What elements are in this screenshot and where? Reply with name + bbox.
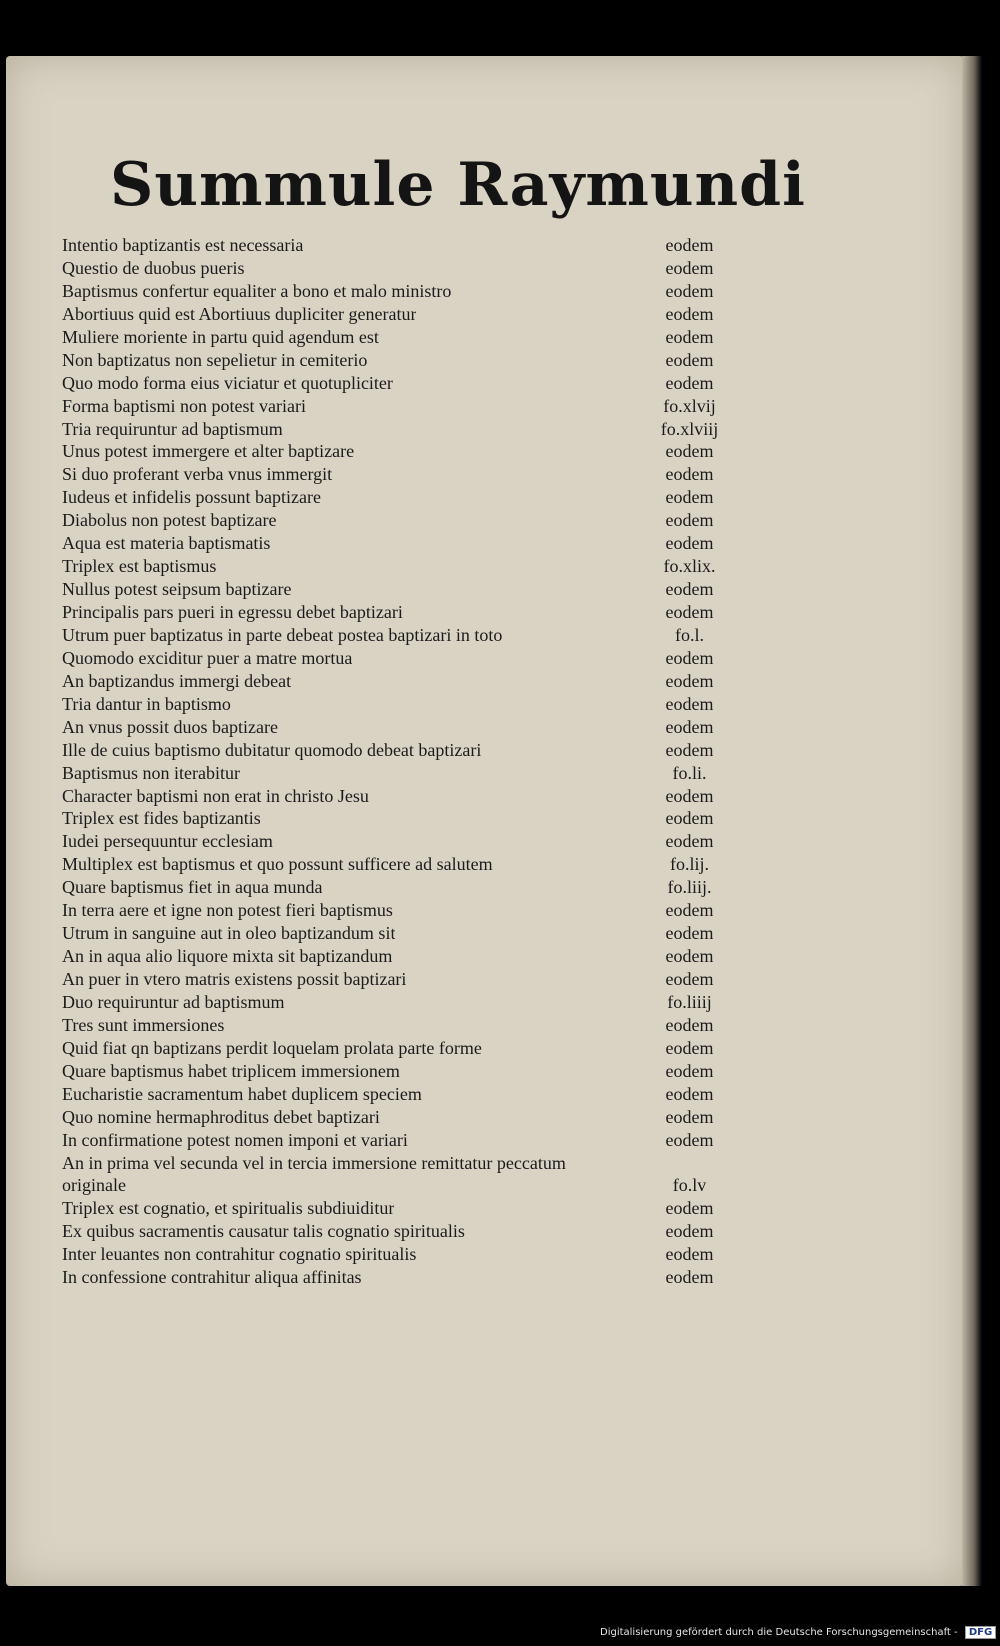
index-entry xyxy=(62,440,732,463)
index-entry xyxy=(62,372,732,395)
entry-text: Tria requiruntur ad baptismum xyxy=(62,418,283,439)
entry-text: Unus potest immergere et alter baptizare xyxy=(62,441,355,462)
index-entry xyxy=(62,1243,732,1266)
entry-text: In terra aere et igne non potest fieri baptismus xyxy=(62,900,393,921)
index-list xyxy=(62,234,732,1289)
index-entry xyxy=(62,418,732,441)
entry-text: originale xyxy=(62,1175,126,1196)
entry-text: Intentio baptizantis est necessaria xyxy=(62,235,304,255)
index-entry xyxy=(62,716,732,739)
entry-folio-ref: eodem xyxy=(665,831,714,852)
entry-text: Quid fiat qn baptizans perdit loquelam prolata parte forme xyxy=(62,1037,482,1058)
index-entry xyxy=(62,670,732,693)
entry-text: Quomodo exciditur puer a matre mortua xyxy=(62,647,353,668)
entry-folio-ref: eodem xyxy=(665,1129,714,1150)
entry-folio-ref: eodem xyxy=(665,257,714,278)
entry-text: Baptismus confertur equaliter a bono et malo ministro xyxy=(62,280,452,301)
digitization-credit xyxy=(600,1626,996,1639)
index-entry xyxy=(62,1266,732,1289)
index-entry xyxy=(62,647,732,670)
index-entry xyxy=(62,899,732,922)
index-entry xyxy=(62,601,732,624)
entry-text: Character baptismi non erat in christo Jesu xyxy=(62,785,369,806)
entry-text: Triplex est baptismus xyxy=(62,556,217,577)
entry-folio-ref: eodem xyxy=(665,579,714,600)
entry-folio-ref: eodem xyxy=(665,1198,714,1219)
index-entry xyxy=(62,853,732,876)
index-entry xyxy=(62,991,732,1014)
entry-text: An vnus possit duos baptizare xyxy=(62,716,278,737)
credit-text: Digitalisierung gefördert durch die Deutsche Forschungsgemeinschaft - xyxy=(600,1627,958,1638)
entry-folio-ref: eodem xyxy=(665,349,714,370)
entry-folio-ref: fo.lij. xyxy=(670,854,709,875)
index-entry xyxy=(62,234,732,257)
entry-folio-ref: eodem xyxy=(665,739,714,760)
entry-text: An in aqua alio liquore mixta sit baptizandum xyxy=(62,946,393,967)
entry-folio-ref: fo.xlvij xyxy=(663,395,716,416)
entry-text: Diabolus non potest baptizare xyxy=(62,510,277,531)
entry-text: Quare baptismus habet triplicem immersionem xyxy=(62,1060,400,1081)
entry-folio-ref: eodem xyxy=(665,716,714,737)
index-entry xyxy=(62,303,732,326)
entry-text: Multiplex est baptismus et quo possunt sufficere ad salutem xyxy=(62,854,493,875)
index-entry xyxy=(62,486,732,509)
entry-folio-ref: eodem xyxy=(665,326,714,347)
entry-text: An baptizandus immergi debeat xyxy=(62,670,292,691)
entry-folio-ref: fo.xlix. xyxy=(663,556,716,577)
entry-text: Ex quibus sacramentis causatur talis cognatio spiritualis xyxy=(62,1221,465,1242)
index-entry xyxy=(62,739,732,762)
entry-folio-ref: fo.l. xyxy=(675,624,704,645)
entry-text: Quo nomine hermaphroditus debet baptizari xyxy=(62,1106,380,1127)
entry-text: Si duo proferant verba vnus immergit xyxy=(62,464,333,485)
index-entry xyxy=(62,1060,732,1083)
entry-text: An in prima vel secunda vel in tercia immersione remittatur peccatum xyxy=(62,1152,566,1173)
index-entry xyxy=(62,830,732,853)
index-entry xyxy=(62,1083,732,1106)
entry-folio-ref: fo.li. xyxy=(672,762,707,783)
entry-folio-ref: fo.lv xyxy=(672,1175,707,1196)
entry-folio-ref: eodem xyxy=(665,280,714,301)
entry-folio-ref: eodem xyxy=(665,464,714,485)
index-entry xyxy=(62,578,732,601)
entry-text: In confirmatione potest nomen imponi et variari xyxy=(62,1129,408,1150)
entry-folio-ref: eodem xyxy=(665,1060,714,1081)
entry-text: Aqua est materia baptismatis xyxy=(62,533,271,554)
entry-text: Eucharistie sacramentum habet duplicem speciem xyxy=(62,1083,422,1104)
entry-folio-ref: eodem xyxy=(665,923,714,944)
entry-text: Inter leuantes non contrahitur cognatio spiritualis xyxy=(62,1244,417,1265)
entry-folio-ref: eodem xyxy=(665,303,714,324)
index-entry xyxy=(62,257,732,280)
entry-folio-ref: eodem xyxy=(665,235,714,255)
page-heading: Summule Raymundi xyxy=(110,150,806,220)
entry-text: Duo requiruntur ad baptismum xyxy=(62,991,285,1012)
index-entry xyxy=(62,349,732,372)
index-entry xyxy=(62,463,732,486)
index-entry xyxy=(62,555,732,578)
entry-text: Baptismus non iterabitur xyxy=(62,762,240,783)
entry-text: Muliere moriente in partu quid agendum est xyxy=(62,326,379,347)
entry-folio-ref: eodem xyxy=(665,969,714,989)
entry-folio-ref: fo.liiij xyxy=(667,991,712,1012)
entry-folio-ref: eodem xyxy=(665,1106,714,1127)
index-entry xyxy=(62,532,732,555)
entry-text: An puer in vtero matris existens possit baptizari xyxy=(62,969,407,989)
entry-folio-ref: eodem xyxy=(665,1221,714,1242)
entry-folio-ref: eodem xyxy=(665,808,714,829)
index-entry xyxy=(62,509,732,532)
entry-text: Forma baptismi non potest variari xyxy=(62,395,306,416)
entry-folio-ref: eodem xyxy=(665,1267,714,1288)
entry-text: Iudeus et infidelis possunt baptizare xyxy=(62,487,321,508)
index-entry xyxy=(62,326,732,349)
index-entry xyxy=(62,1106,732,1129)
entry-folio-ref: eodem xyxy=(665,785,714,806)
index-entry xyxy=(62,693,732,716)
entry-text: In confessione contrahitur aliqua affinitas xyxy=(62,1267,362,1288)
entry-folio-ref: eodem xyxy=(665,533,714,554)
index-entry xyxy=(62,1220,732,1243)
index-entry xyxy=(62,1152,732,1175)
page-edge xyxy=(962,56,982,1586)
entry-folio-ref: eodem xyxy=(665,372,714,393)
entry-folio-ref: eodem xyxy=(665,670,714,691)
index-entry xyxy=(62,280,732,303)
index-entry xyxy=(62,1014,732,1037)
entry-folio-ref: eodem xyxy=(665,1083,714,1104)
index-entry xyxy=(62,785,732,808)
dfg-logo: DFG xyxy=(965,1626,996,1639)
entry-text: Non baptizatus non sepelietur in cemiterio xyxy=(62,349,368,370)
entry-folio-ref: fo.xlviij xyxy=(660,418,719,439)
entry-text: Questio de duobus pueris xyxy=(62,257,245,278)
entry-folio-ref: eodem xyxy=(665,602,714,622)
entry-folio-ref: eodem xyxy=(665,1244,714,1265)
index-entry xyxy=(62,876,732,899)
entry-text: Utrum in sanguine aut in oleo baptizandum sit xyxy=(62,923,396,944)
index-entry xyxy=(62,922,732,945)
index-entry xyxy=(62,395,732,418)
entry-text: Ille de cuius baptismo dubitatur quomodo debeat baptizari xyxy=(62,739,482,760)
entry-folio-ref: eodem xyxy=(665,946,714,967)
entry-text: Principalis pars pueri in egressu debet baptizari xyxy=(62,602,403,622)
entry-text: Utrum puer baptizatus in parte debeat postea baptizari in toto xyxy=(62,624,503,645)
index-entry xyxy=(62,1037,732,1060)
index-entry xyxy=(62,624,732,647)
entry-text: Tria dantur in baptismo xyxy=(62,693,231,714)
entry-text: Nullus potest seipsum baptizare xyxy=(62,579,292,600)
index-entry xyxy=(62,945,732,968)
entry-folio-ref: eodem xyxy=(665,1014,714,1035)
entry-folio-ref: eodem xyxy=(665,647,714,668)
entry-text: Abortiuus quid est Abortiuus dupliciter generatur xyxy=(62,303,417,324)
entry-folio-ref: eodem xyxy=(665,1037,714,1058)
entry-text: Tres sunt immersiones xyxy=(62,1014,225,1035)
entry-text: Quare baptismus fiet in aqua munda xyxy=(62,877,323,898)
entry-text: Quo modo forma eius viciatur et quotupliciter xyxy=(62,372,393,393)
entry-text: Iudei persequuntur ecclesiam xyxy=(62,831,273,852)
index-entry xyxy=(62,1174,732,1197)
entry-folio-ref: eodem xyxy=(665,487,714,508)
entry-text: Triplex est cognatio, et spiritualis subdiuiditur xyxy=(62,1198,395,1219)
entry-text: Triplex est fides baptizantis xyxy=(62,808,261,829)
entry-folio-ref: fo.liij. xyxy=(667,877,712,898)
index-entry xyxy=(62,968,732,991)
index-entry xyxy=(62,807,732,830)
index-entry xyxy=(62,762,732,785)
index-entry xyxy=(62,1197,732,1220)
entry-folio-ref: eodem xyxy=(665,510,714,531)
entry-folio-ref: eodem xyxy=(665,441,714,462)
entry-folio-ref: eodem xyxy=(665,900,714,921)
entry-folio-ref: eodem xyxy=(665,693,714,714)
index-entry xyxy=(62,1129,732,1152)
